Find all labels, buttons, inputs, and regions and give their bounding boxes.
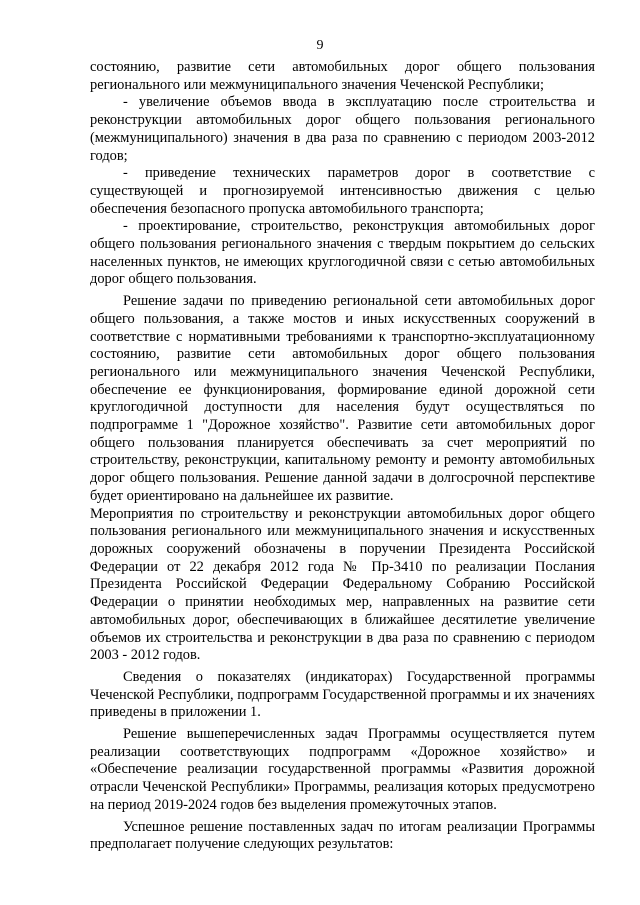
paragraph-task-solution: Решение задачи по приведению региональной сети автомобильных дорог общего пользования, а также мостов и иных искусственных сооружений в соответствие с нормативными требованиями к транспортно-эксплуатационному состоянию, развитие сети автомобильных дорог общего пользования регионального или межмуниципального значения Чеченской Республики, обеспечение ее функционирования, формирование единой дорожной сети круглогодичной доступности для населения будут осуществляться по подпрограмме 1 "Дорожное хозяйство". Развитие сети автомобильных дорог общего пользования планируется обеспечивать за счет мероприятий по строительству, реконструкции, капитальному ремонту и ремонту автомобильных дорог общего пользования. Решение данной задачи в долгосрочной перспективе будет ориентировано на дальнейшее их развитие.: [90, 293, 595, 504]
paragraph-subprograms: Решение вышеперечисленных задач Программы осуществляется путем реализации соответствующих подпрограмм «Дорожное хозяйство» и «Обеспечение реализации государственной программы «Развития дорожной отрасли Чеченской Республики» Программы, реализация которых предусмотрено на период 2019-2024 годов без выделения промежуточных этапов.: [90, 726, 595, 813]
paragraph-bullet-technical-parameters: - приведение технических параметров дорог в соответствие с существующей и прогнозируемой интенсивностью движения с целью обеспечения безопасного пропуска автомобильного транспорта;: [90, 165, 595, 217]
paragraph-continuation: состоянию, развитие сети автомобильных дорог общего пользования регионального или межмуниципального значения Чеченской Республики;: [90, 59, 595, 93]
paragraph-expected-results: Успешное решение поставленных задач по итогам реализации Программы предполагает получение следующих результатов:: [90, 818, 595, 853]
paragraph-bullet-input-volume: - увеличение объемов ввода в эксплуатацию после строительства и реконструкции автомобильных дорог общего пользования регионального (межмуниципального) значения в два раза по сравнению с периодом 2003-2012 годов;: [90, 94, 595, 164]
body-text: [90, 59, 595, 854]
paragraph-indicators: Сведения о показателях (индикаторах) Государственной программы Чеченской Республики, подпрограмм Государственной программы и их значениях приведены в приложении 1.: [90, 668, 595, 721]
paragraph-construction-measures: Мероприятия по строительству и реконструкции автомобильных дорог общего пользования регионального или межмуниципального значения и искусственных дорожных сооружений обозначены в поручении Президента Российской Федерации от 22 декабря 2012 года № Пр-3410 по реализации Послания Президента Российской Федерации Федеральному Собранию Российской Федерации о принятии необходимых мер, направленных на развитие сети автомобильных дорог, обеспечивающих в ближайшее десятилетие увеличение объемов их строительства и реконструкции в два раза по сравнению с периодом 2003 - 2012 годов.: [90, 505, 595, 664]
page-number: 9: [316, 38, 324, 53]
paragraph-bullet-design-construction: - проектирование, строительство, реконструкция автомобильных дорог общего пользования регионального значения с твердым покрытием до сельских населенных пунктов, не имеющих круглогодичной связи с сетью автомобильных дорог общего пользования.: [90, 218, 595, 288]
